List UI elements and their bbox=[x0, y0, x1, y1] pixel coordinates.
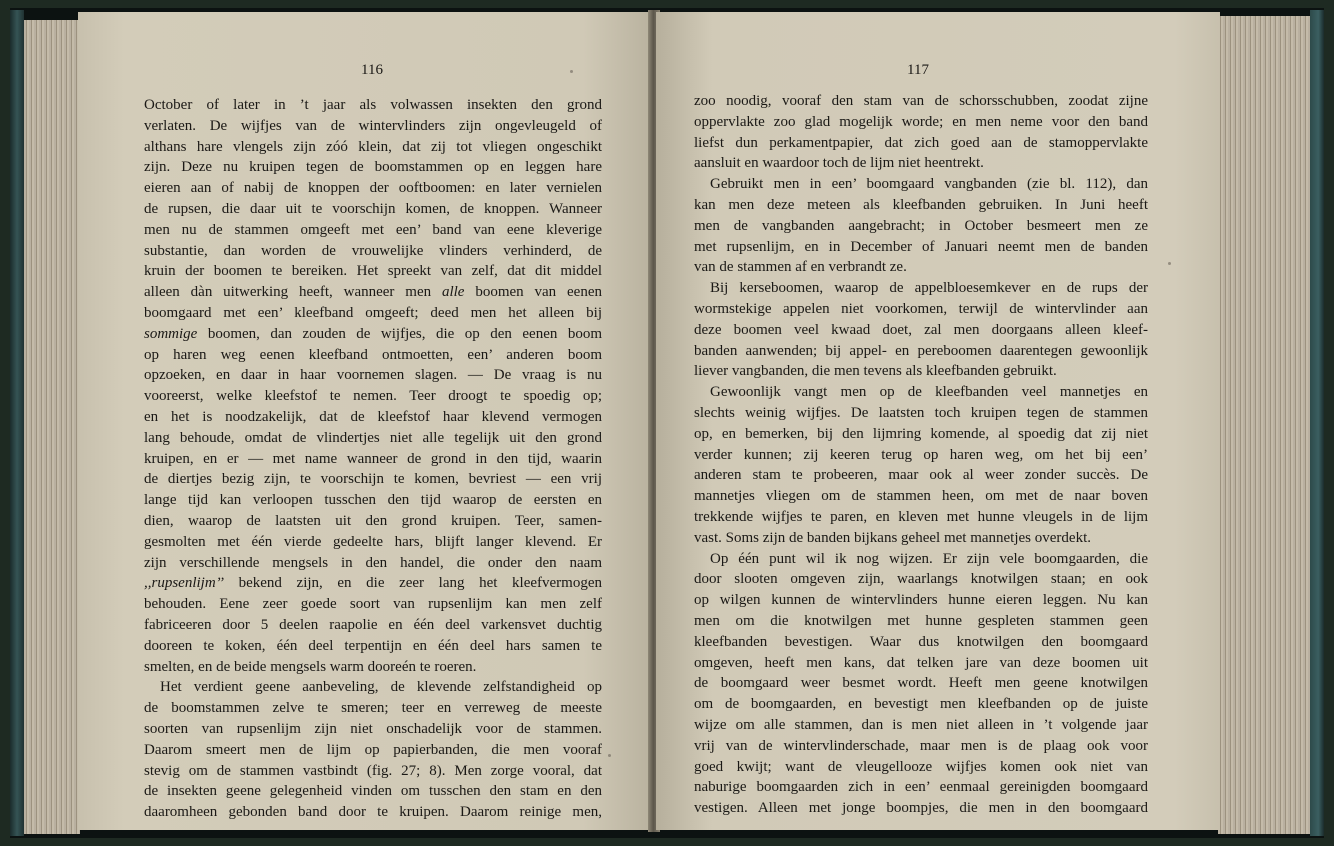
text-line: de rupsen, die daar uit te voorschijn komen, de knoppen. Wanneer bbox=[144, 200, 602, 217]
cover-left-edge bbox=[10, 10, 24, 836]
text-line: smelten, en de beide mengsels warm dooreén te roeren. bbox=[144, 658, 477, 675]
left-page bbox=[78, 12, 652, 830]
text-line: dooreen te koken, één deel terpentijn en één deel hars samen te bbox=[144, 637, 602, 654]
text-line: anderen stam te probeeren, maar ook al weer zonder succès. De bbox=[694, 467, 1148, 484]
text-line: ,,rupsenlijm’’ bekend zijn, en die zeer lang het kleefvermogen bbox=[144, 575, 602, 592]
italic-word: alle bbox=[441, 284, 465, 301]
text-line: dien, waarop de laatsten uit den grond kruipen. Teer, samen- bbox=[144, 512, 602, 529]
text-line: door slooten omgeven zijn, waarlangs knotwilgen staan; en ook bbox=[694, 571, 1148, 588]
text-line: oppervlakte zoo glad mogelijk worde; en men neme voor den band bbox=[694, 113, 1148, 130]
text-line: eieren aan of nabij de knoppen der ooftboomen: en later vernielen bbox=[144, 180, 602, 197]
text-line: goed kwijt; want de vleugellooze wijfjes komen ook niet van bbox=[694, 758, 1148, 775]
text-line: kruin der boomen te bereiken. Het spreekt van zelf, dat dit middel bbox=[144, 263, 602, 280]
text-line: vestigen. Alleen met jonge boompjes, die men in den boomgaard bbox=[694, 800, 1148, 817]
text-line: sommige boomen, dan zouden de wijfjes, die op den eenen boom bbox=[144, 325, 603, 342]
text-line: opzoeken, en daar in haar voornemen slagen. — De vraag is nu bbox=[144, 367, 602, 384]
text-line: op haren weg eenen kleefband ontmoetten, een’ anderen boom bbox=[144, 346, 602, 363]
text-line: omgeven, heeft men kans, dat telken jare van deze boomen uit bbox=[694, 654, 1148, 671]
paper-blemish bbox=[608, 754, 611, 757]
text-line: kleefbanden bevestigen. Waar dus knotwilgen den boomgaard bbox=[694, 633, 1148, 650]
cover-right-edge bbox=[1310, 10, 1324, 836]
text-line: gesmolten met één vierde gedeelte hars, blijft langer klevend. Er bbox=[144, 533, 602, 550]
text-line: fabriceeren door 5 deelen raapolie en één deel varkensvet duchtig bbox=[144, 616, 602, 633]
text-line: deze boomen veel kwaad doet, zal men doorgaans alleen kleef- bbox=[694, 321, 1148, 338]
text-line: zijn verschillende mengsels in den handel, die onder den naam bbox=[144, 554, 602, 571]
text-line: mannetjes vliegen om de stammen heen, om met de naar boven bbox=[694, 488, 1148, 505]
text-line: met rupsenlijm, en in December of Januari neemt men de banden bbox=[694, 238, 1148, 255]
page-stack-right bbox=[1218, 16, 1310, 834]
italic-word: sommige bbox=[144, 325, 198, 342]
paper-blemish bbox=[570, 70, 573, 73]
text-line: soorten van rupsenlijm zijn niet onschadelijk voor de stammen. bbox=[144, 720, 602, 737]
right-page-text bbox=[694, 91, 1148, 819]
text-line: October of later in ’t jaar als volwassen insekten den grond bbox=[144, 97, 602, 113]
left-page-text bbox=[144, 95, 602, 823]
text-line: kan men deze meteen als kleefbanden gebruiken. In Juni heeft bbox=[694, 196, 1148, 213]
text-line: Het verdient geene aanbeveling, de klevende zelfstandigheid op bbox=[160, 679, 602, 696]
text-line: alleen dàn uitwerking heeft, wanneer men alle boomen van eenen bbox=[144, 284, 602, 301]
text-line: op wilgen kunnen de wintervlinders hunne eieren leggen. Nu kan bbox=[694, 592, 1148, 609]
page-number: 116 bbox=[361, 62, 383, 78]
page-stack-left bbox=[24, 20, 80, 834]
text-line: de boomgaard weer besmet wordt. Heeft men geene knotwilgen bbox=[694, 675, 1148, 692]
text-line: zoo noodig, vooraf den stam van de schorsschubben, zoodat zijne bbox=[694, 93, 1148, 109]
text-line: de boomstammen zelve te smeren; teer en verreweg de meeste bbox=[144, 700, 602, 717]
text-line: naburige boomgaarden zich in een’ eenmaal gereinigden boomgaard bbox=[694, 779, 1148, 796]
text-line: boomgaard met een’ kleefband omgeeft; deed men het alleen bij bbox=[144, 304, 602, 321]
italic-word: ,,rupsenlijm’’ bbox=[144, 575, 224, 592]
text-line: liefst dun perkamentpapier, dat zich goed aan de stamoppervlakte bbox=[694, 134, 1148, 151]
text-line: Gebruikt men in een’ boomgaard vangbanden (zie bl. 112), dan bbox=[710, 176, 1148, 193]
text-line: trekkende wijfjes te paren, en kleven met hunne vleugels in de lijm bbox=[694, 508, 1148, 525]
text-line: Bij kerseboomen, waarop de appelbloesemkever en de rups der bbox=[710, 280, 1148, 297]
page-number: 117 bbox=[907, 62, 929, 78]
text-line: verder kunnen; zij keeren terug op haren weg, om het bij een’ bbox=[694, 446, 1148, 463]
text-line: men om die knotwilgen met hunne gespleten stammen geen bbox=[694, 612, 1148, 629]
text-line: slechts weinig wijfjes. De laatsten toch kruipen tegen de stammen bbox=[694, 404, 1148, 421]
text-line: Gewoonlijk vangt men op de kleefbanden veel mannetjes en bbox=[710, 384, 1148, 401]
text-line: banden aanwenden; bij appel- en pereboomen daarentegen gewoonlijk bbox=[694, 342, 1148, 359]
text-line: kruipen, en er — met name wanneer de grond in den tijd, waarin bbox=[144, 450, 602, 467]
right-page bbox=[656, 12, 1220, 830]
text-line: vooreerst, welke kleefstof te nemen. Teer droogt te spoedig op; bbox=[144, 388, 602, 405]
text-line: liever vangbanden, die men tevens als kleefbanden gebruikt. bbox=[694, 363, 1057, 380]
text-line: men nu de stammen omgeeft met een’ band van eene kleverige bbox=[144, 221, 602, 238]
text-line: Op één punt wil ik nog wijzen. Er zijn vele boomgaarden, die bbox=[710, 550, 1148, 567]
text-line: lange tijd kan verloopen tusschen den tijd waarop de eersten en bbox=[144, 492, 602, 509]
text-line: op, en bemerken, bij den lijmring komende, al spoedig dat zij niet bbox=[694, 425, 1148, 442]
text-line: zijn. Deze nu kruipen tegen de boomstammen op en leggen hare bbox=[144, 159, 602, 176]
text-line: verlaten. De wijfjes van de wintervlinders zijn ongevleugeld of bbox=[144, 117, 602, 134]
text-line: de diertjes bezig zijn, te voorschijn te komen, bevriest — een vrij bbox=[144, 471, 602, 488]
text-line: wijze om alle stammen, dan is men niet alleen in ’t volgende jaar bbox=[694, 716, 1148, 733]
text-line: lang behoude, omdat de vlindertjes niet alle tegelijk uit den grond bbox=[144, 429, 602, 446]
text-line: aansluit en waardoor toch de lijm niet heentrekt. bbox=[694, 155, 984, 172]
text-line: om de boomgaarden, en bevestigt men kleefbanden op de juiste bbox=[694, 696, 1148, 713]
text-line: Daarom smeert men de lijm op papierbanden, die men vooraf bbox=[144, 741, 602, 758]
text-line: vast. Soms zijn de banden bijkans geheel met mannetjes overdekt. bbox=[694, 529, 1091, 546]
text-line: althans hare vlengels zijn zóó klein, dat zij tot vliegen ongeschikt bbox=[144, 138, 602, 155]
paper-blemish bbox=[1168, 262, 1171, 265]
text-line: behouden. Eene zeer goede soort van rupsenlijm kan men zelf bbox=[144, 596, 602, 613]
text-line: van de stammen af en verbrandt ze. bbox=[694, 259, 907, 276]
text-line: stevig om de stammen vastbindt (fig. 27; 8). Men zorge vooral, dat bbox=[144, 762, 602, 779]
text-line: substantie, dan worden de vrouwelijke vlinders verhinderd, de bbox=[144, 242, 602, 259]
text-line: de insekten geene gelegenheid vinden om tusschen den stam en den bbox=[144, 783, 602, 800]
text-line: men de vangbanden aangebracht; in October besmeert men ze bbox=[694, 217, 1148, 234]
text-line: daaromheen gebonden band door te kruipen. Daarom reinige men, bbox=[144, 804, 602, 821]
text-line: vrij van de wintervlinderschade, maar men is de plaag ook voor bbox=[694, 737, 1148, 754]
text-line: wormstekige appelen niet voorkomen, terwijl de wintervlinder aan bbox=[694, 300, 1148, 317]
text-line: en het is noodzakelijk, dat de kleefstof haar klevend vermogen bbox=[144, 408, 602, 425]
